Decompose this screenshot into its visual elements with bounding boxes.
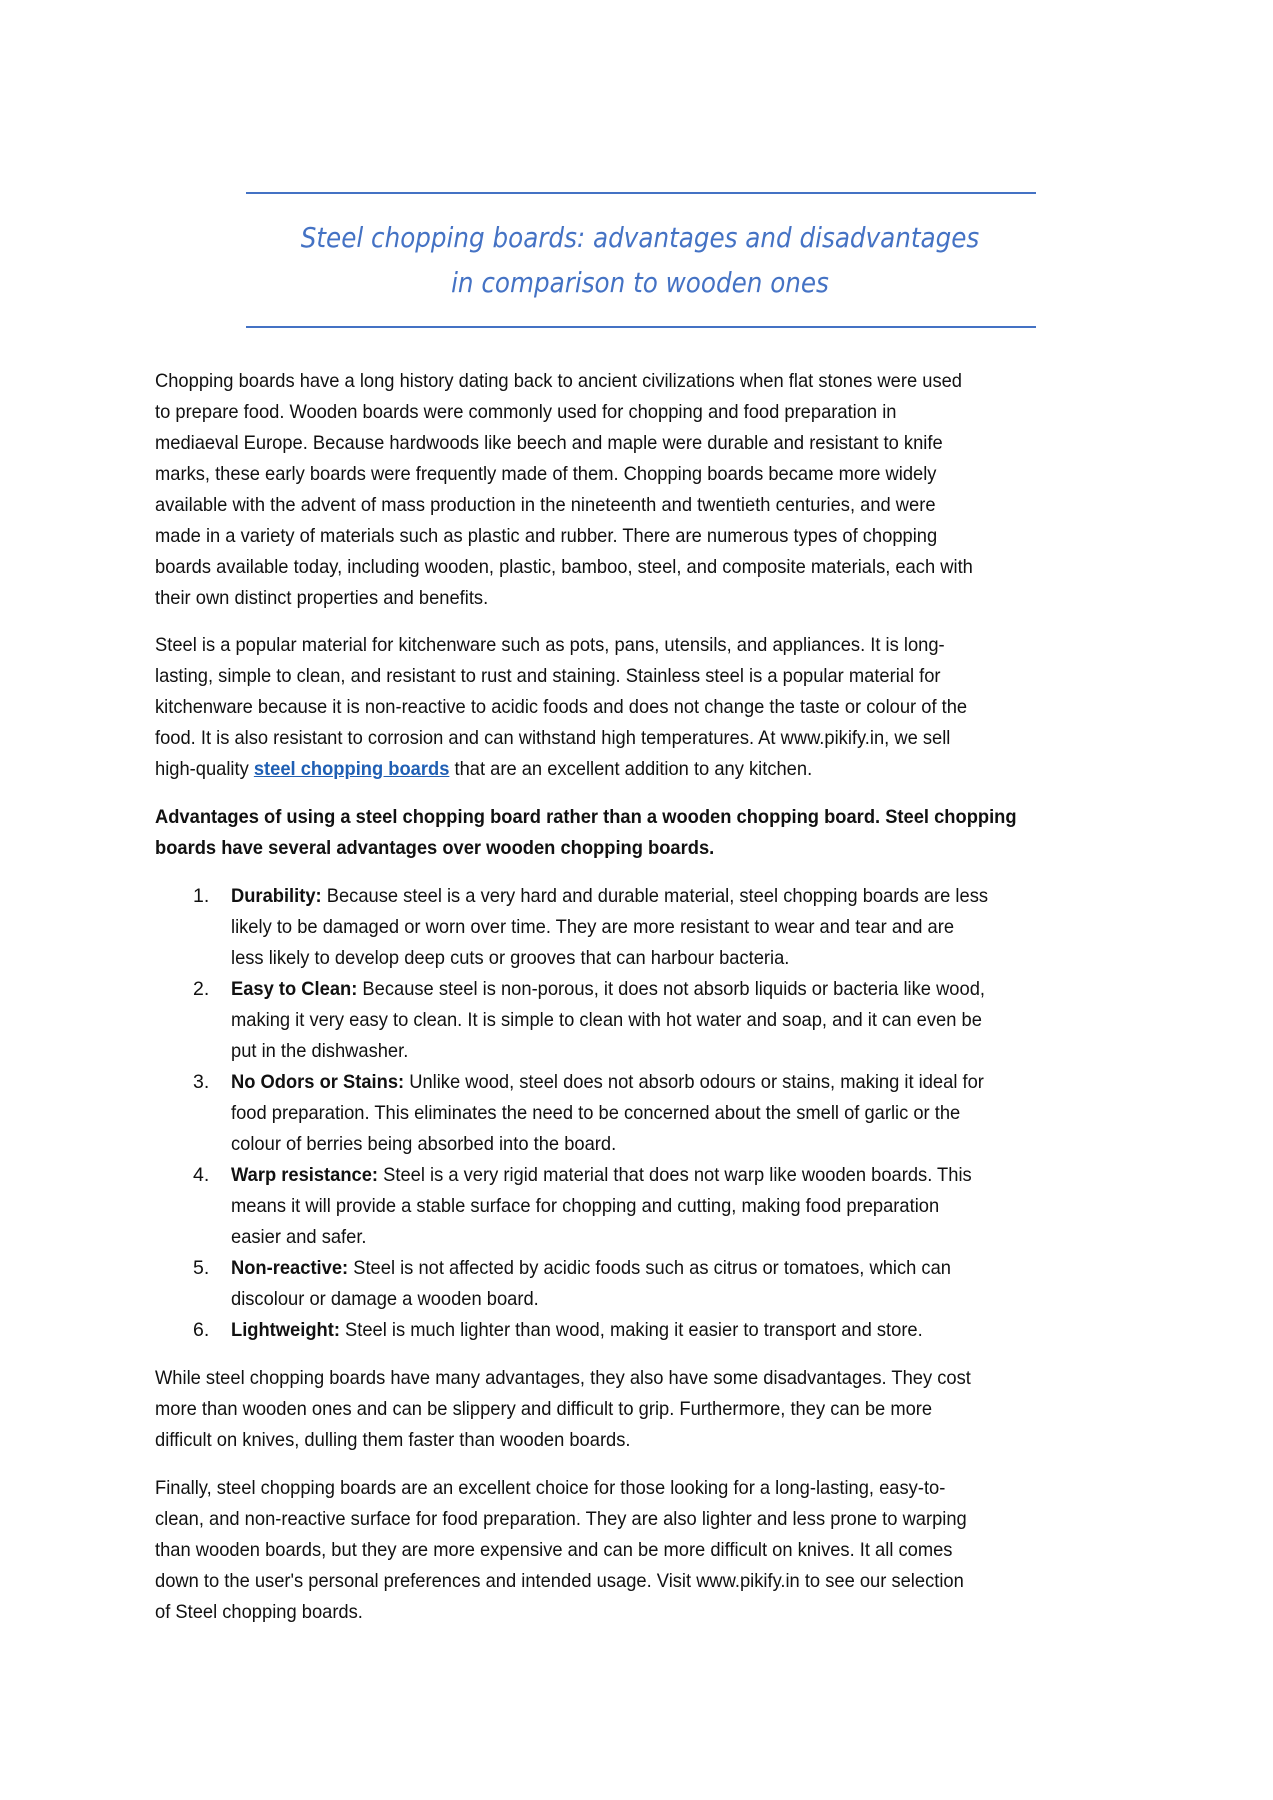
- intro-paragraph: [155, 366, 1130, 614]
- text-line: Chopping boards have a long history dating back to ancient civilizations when flat stones were used: [155, 370, 963, 392]
- list-line: put in the dishwasher.: [231, 1040, 409, 1062]
- list-item-no-odors: [193, 1067, 1133, 1160]
- steel-chopping-boards-link[interactable]: steel chopping boards: [253, 758, 450, 780]
- disadvantages-paragraph: [155, 1363, 1130, 1456]
- list-line: means it will provide a stable surface for chopping and cutting, making food preparation: [231, 1195, 940, 1217]
- text-line: kitchenware because it is non-reactive to acidic foods and does not change the taste or colour of the: [155, 696, 968, 718]
- heading-line: boards have several advantages over wooden chopping boards.: [155, 837, 715, 859]
- list-text: Because steel is a very hard and durable material, steel chopping boards are less: [321, 885, 989, 907]
- list-term: Easy to Clean:: [231, 978, 358, 1000]
- list-term: No Odors or Stains:: [231, 1071, 405, 1093]
- text-line: to prepare food. Wooden boards were commonly used for chopping and food preparation in: [155, 401, 897, 423]
- text-line: more than wooden ones and can be slippery and difficult to grip. Furthermore, they can be more: [155, 1398, 933, 1420]
- text-line: food. It is also resistant to corrosion and can withstand high temperatures. At www.pikify.in, we sell: [155, 727, 951, 749]
- text-line: mediaeval Europe. Because hardwoods like beech and maple were durable and resistant to knife: [155, 432, 943, 454]
- list-text: Steel is not affected by acidic foods such as citrus or tomatoes, which can: [348, 1257, 951, 1279]
- text-line: available with the advent of mass production in the nineteenth and twentieth centuries, and were: [155, 494, 936, 516]
- text-line: clean, and non-reactive surface for food preparation. They are also lighter and less prone to warping: [155, 1508, 967, 1530]
- list-text: Steel is much lighter than wood, making it easier to transport and store.: [339, 1319, 923, 1341]
- list-line: food preparation. This eliminates the need to be concerned about the smell of garlic or the: [231, 1102, 961, 1124]
- list-term: Non-reactive:: [231, 1257, 349, 1279]
- list-line: easier and safer.: [231, 1226, 367, 1248]
- text-line: While steel chopping boards have many advantages, they also have some disadvantages. They cost: [155, 1367, 971, 1389]
- title-rule-top: [246, 192, 1036, 194]
- list-line: making it very easy to clean. It is simple to clean with hot water and soap, and it can even be: [231, 1009, 982, 1031]
- document-title: [230, 215, 1050, 305]
- list-number: 1.: [193, 885, 210, 907]
- list-number: 6.: [193, 1319, 210, 1341]
- text-line-with-link: [155, 754, 1072, 785]
- list-text: Because steel is non-porous, it does not absorb liquids or bacteria like wood,: [357, 978, 985, 1000]
- text-line: marks, these early boards were frequently made of them. Chopping boards became more widely: [155, 463, 937, 485]
- advantages-heading: [155, 802, 1130, 864]
- text-line: Finally, steel chopping boards are an excellent choice for those looking for a long-lasting, easy-to-: [155, 1477, 946, 1499]
- text-line: of Steel chopping boards.: [155, 1601, 363, 1623]
- list-line: less likely to develop deep cuts or grooves that can harbour bacteria.: [231, 947, 790, 969]
- list-line: [231, 1067, 1079, 1098]
- title-rule-bottom: [246, 326, 1036, 328]
- list-term: Lightweight:: [231, 1319, 340, 1341]
- list-item-lightweight: [193, 1315, 1133, 1346]
- list-line: likely to be damaged or worn over time. They are more resistant to wear and tear and are: [231, 916, 955, 938]
- list-number: 5.: [193, 1257, 210, 1279]
- list-line: [231, 1160, 1079, 1191]
- list-item-warp-resistance: [193, 1160, 1133, 1253]
- list-line: colour of berries being absorbed into the board.: [231, 1133, 617, 1155]
- list-number: 2.: [193, 978, 210, 1000]
- conclusion-paragraph: [155, 1473, 1130, 1628]
- list-line: [231, 1253, 1079, 1284]
- list-item-easy-to-clean: [193, 974, 1133, 1067]
- list-line: discolour or damage a wooden board.: [231, 1288, 539, 1310]
- list-item-non-reactive: [193, 1253, 1133, 1315]
- text-segment: that are an excellent addition to any kitchen.: [449, 758, 813, 780]
- steel-paragraph: [155, 630, 1130, 785]
- list-line: [231, 1315, 1079, 1346]
- list-number: 4.: [193, 1164, 210, 1186]
- text-line: down to the user's personal preferences and intended usage. Visit www.pikify.in to see our selection: [155, 1570, 964, 1592]
- list-line: [231, 974, 1079, 1005]
- text-line: their own distinct properties and benefits.: [155, 587, 489, 609]
- title-line: Steel chopping boards: advantages and disadvantages: [300, 221, 980, 254]
- text-line: lasting, simple to clean, and resistant to rust and staining. Stainless steel is a popular material for: [155, 665, 941, 687]
- list-term: Durability:: [231, 885, 322, 907]
- heading-line: Advantages of using a steel chopping board rather than a wooden chopping board. Steel chopping: [155, 806, 1017, 828]
- title-line: in comparison to wooden ones: [451, 266, 829, 299]
- text-line: difficult on knives, dulling them faster than wooden boards.: [155, 1429, 631, 1451]
- list-line: [231, 881, 1079, 912]
- text-line: made in a variety of materials such as plastic and rubber. There are numerous types of chopping: [155, 525, 938, 547]
- text-line: Steel is a popular material for kitchenware such as pots, pans, utensils, and appliances. It is long-: [155, 634, 945, 656]
- list-text: Steel is a very rigid material that does not warp like wooden boards. This: [378, 1164, 972, 1186]
- advantages-list: [193, 881, 1133, 1346]
- list-number: 3.: [193, 1071, 210, 1093]
- list-term: Warp resistance:: [231, 1164, 379, 1186]
- text-segment: high-quality: [155, 758, 254, 780]
- list-text: Unlike wood, steel does not absorb odours or stains, making it ideal for: [404, 1071, 984, 1093]
- text-line: than wooden boards, but they are more expensive and can be more difficult on knives. It all comes: [155, 1539, 953, 1561]
- list-item-durability: [193, 881, 1133, 974]
- text-line: boards available today, including wooden, plastic, bamboo, steel, and composite materials, each with: [155, 556, 973, 578]
